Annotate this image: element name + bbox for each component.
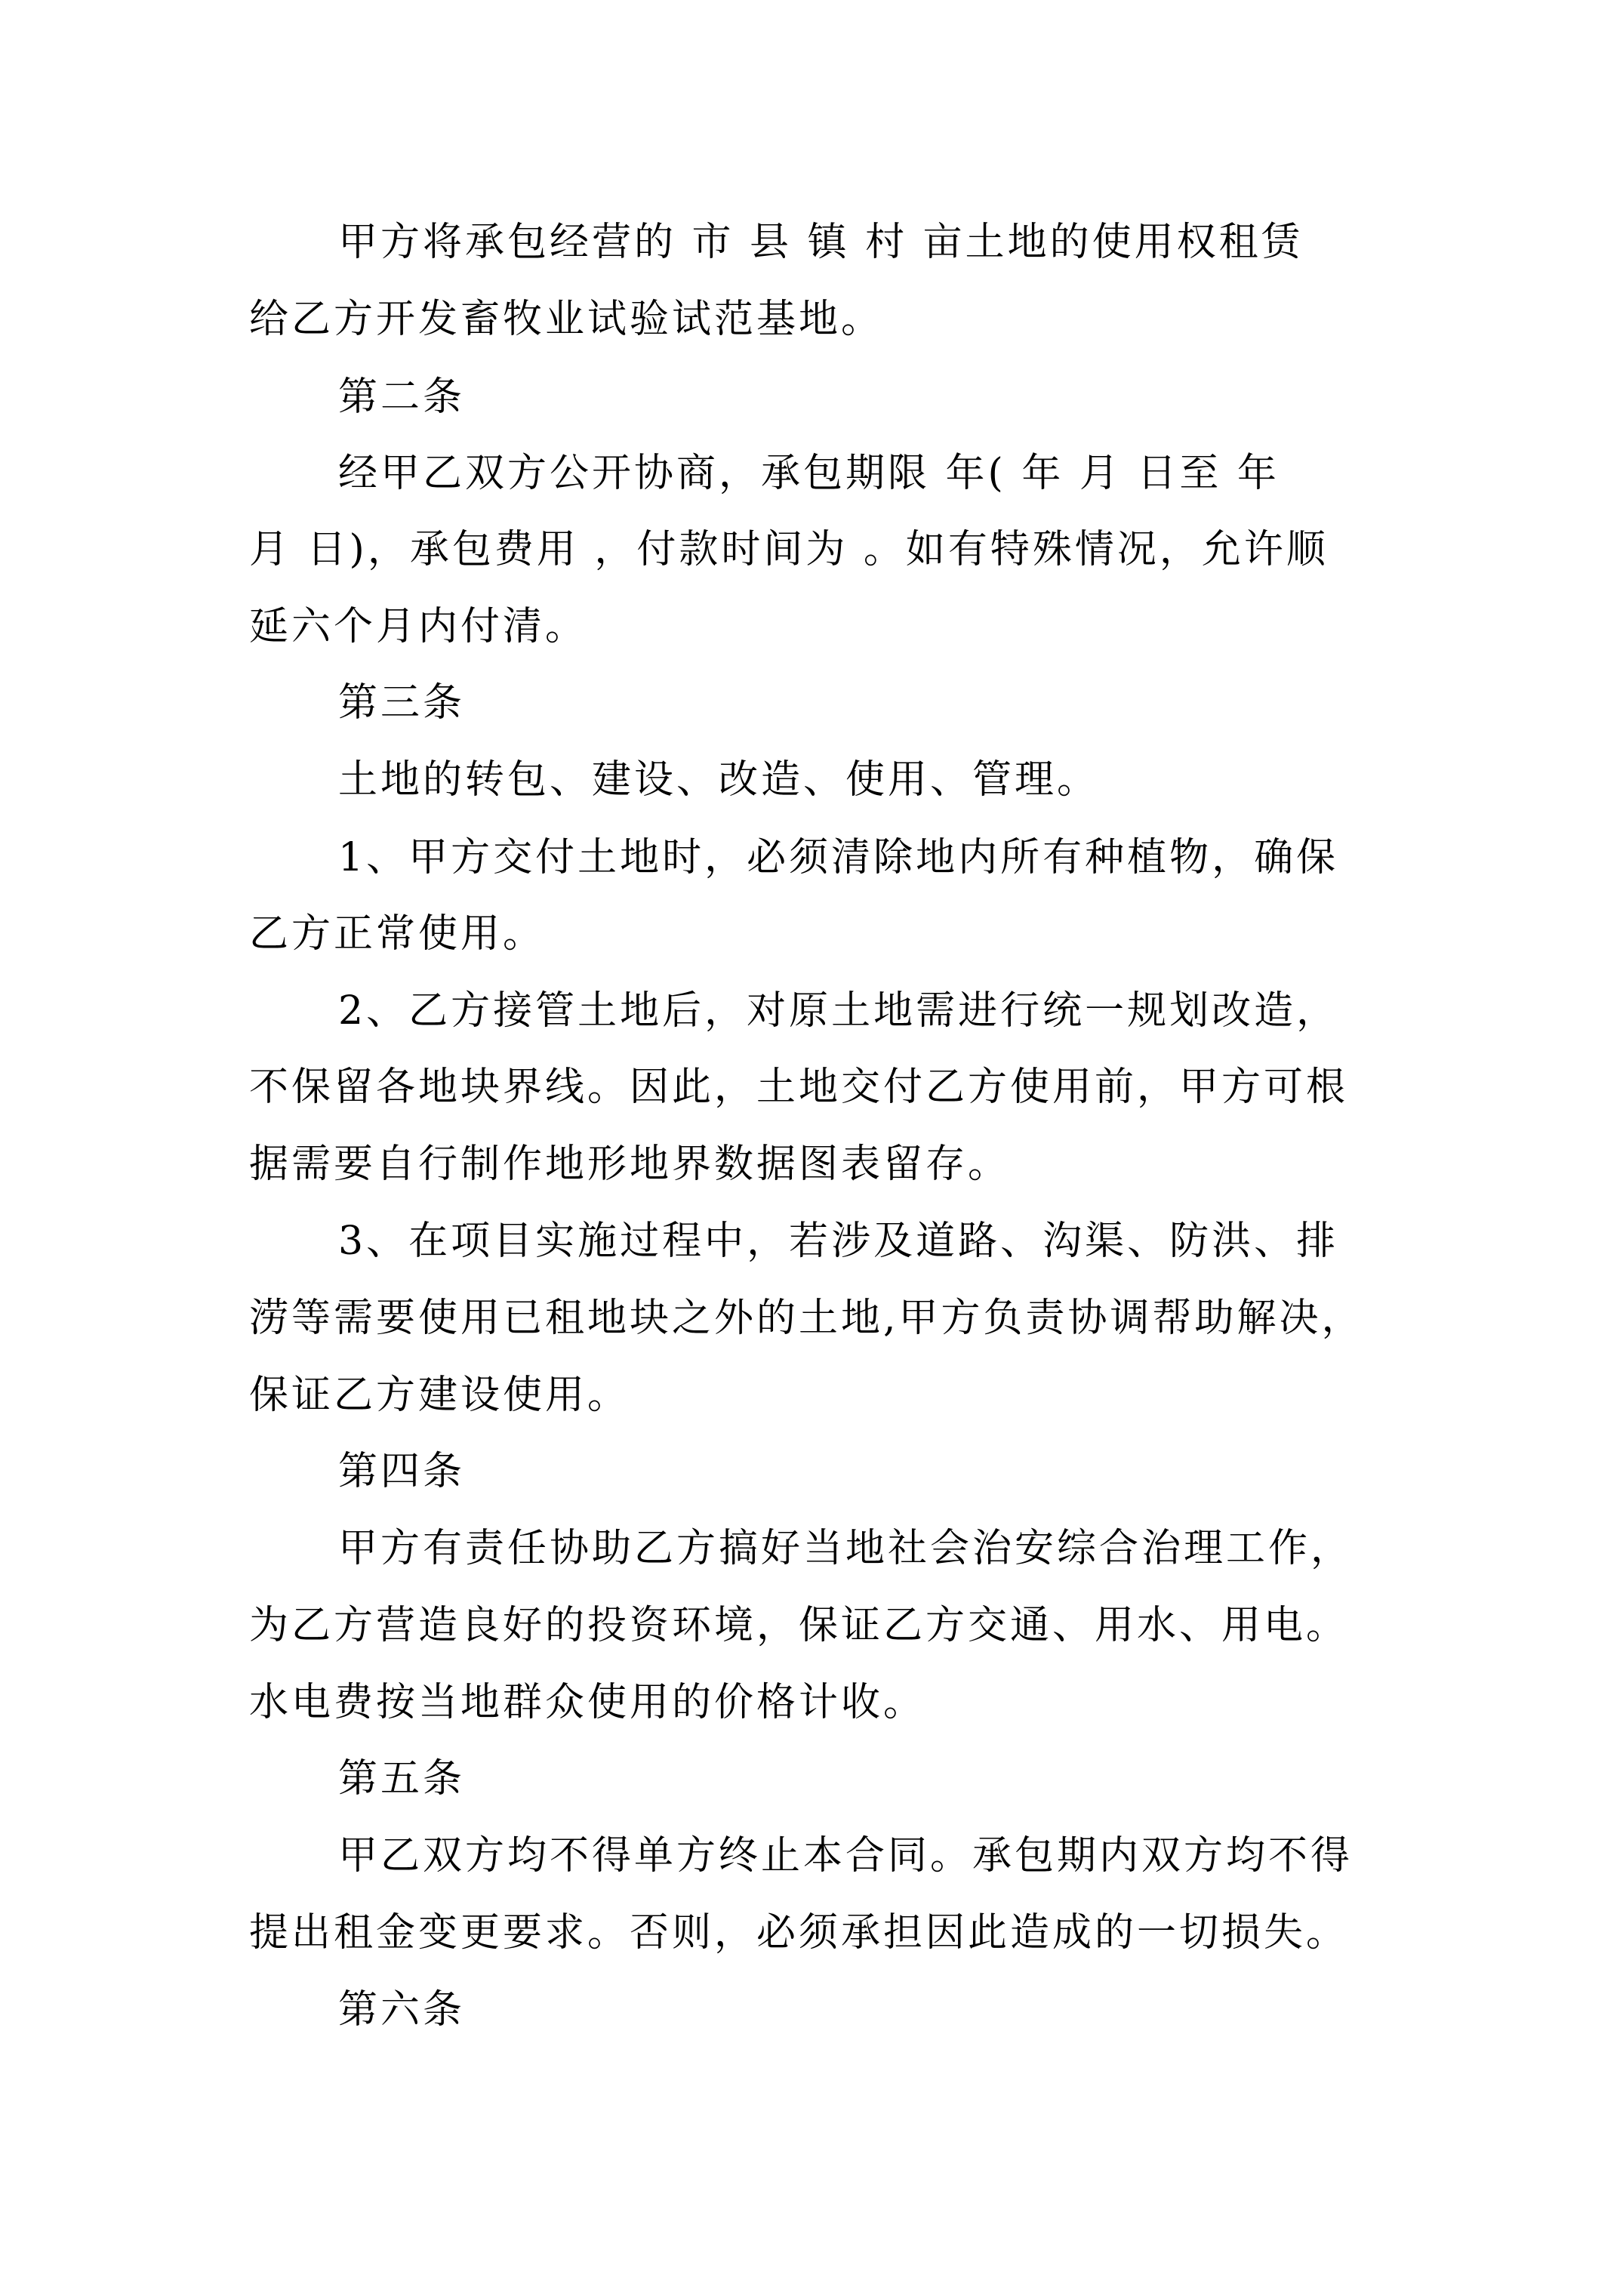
paragraph-line: 2、乙方接管土地后，对原土地需进行统一规划改造， [338,988,1339,1034]
paragraph-line: 不保留各地块界线。因此，土地交付乙方使用前，甲方可根 [249,1065,1349,1110]
article-heading: 第二条 [338,374,466,420]
article-heading: 第五条 [338,1756,466,1801]
paragraph-line: 涝等需要使用已租地块之外的土地,甲方负责协调帮助解决， [249,1296,1364,1341]
article-heading: 第六条 [338,1987,466,2032]
paragraph-line: 保证乙方建设使用。 [249,1373,630,1418]
article-heading: 第四条 [338,1449,466,1494]
paragraph-line: 给乙方开发畜牧业试验试范基地。 [249,297,884,342]
paragraph-line: 为乙方营造良好的投资环境，保证乙方交通、用水、用电。 [249,1603,1349,1648]
paragraph-line: 1、甲方交付土地时，必须清除地内所有种植物，确保 [338,835,1339,880]
paragraph-line: 延六个月内付清。 [249,604,588,649]
paragraph-line: 经甲乙双方公开协商，承包期限 年( 年 月 日至 年 [338,451,1280,496]
article-heading: 第三条 [338,680,466,726]
paragraph-line: 提出租金变更要求。否则，必须承担因此造成的一切损失。 [249,1910,1349,1955]
paragraph-line: 甲方将承包经营的 市 县 镇 村 亩土地的使用权租赁 [338,220,1304,265]
paragraph-line: 乙方正常使用。 [249,911,546,957]
paragraph-line: 月 日)，承包费用 ，付款时间为 。如有特殊情况，允许顺 [249,527,1329,572]
paragraph-line: 3、在项目实施过程中，若涉及道路、沟渠、防洪、排 [338,1219,1339,1264]
paragraph-line: 土地的转包、建设、改造、使用、管理。 [338,757,1100,803]
paragraph-line: 甲乙双方均不得单方终止本合同。承包期内双方均不得 [338,1833,1354,1878]
paragraph-line: 据需要自行制作地形地界数据图表留存。 [249,1142,1011,1187]
paragraph-line: 甲方有责任协助乙方搞好当地社会治安综合治理工作， [338,1526,1354,1571]
paragraph-line: 水电费按当地群众使用的价格计收。 [249,1680,926,1725]
